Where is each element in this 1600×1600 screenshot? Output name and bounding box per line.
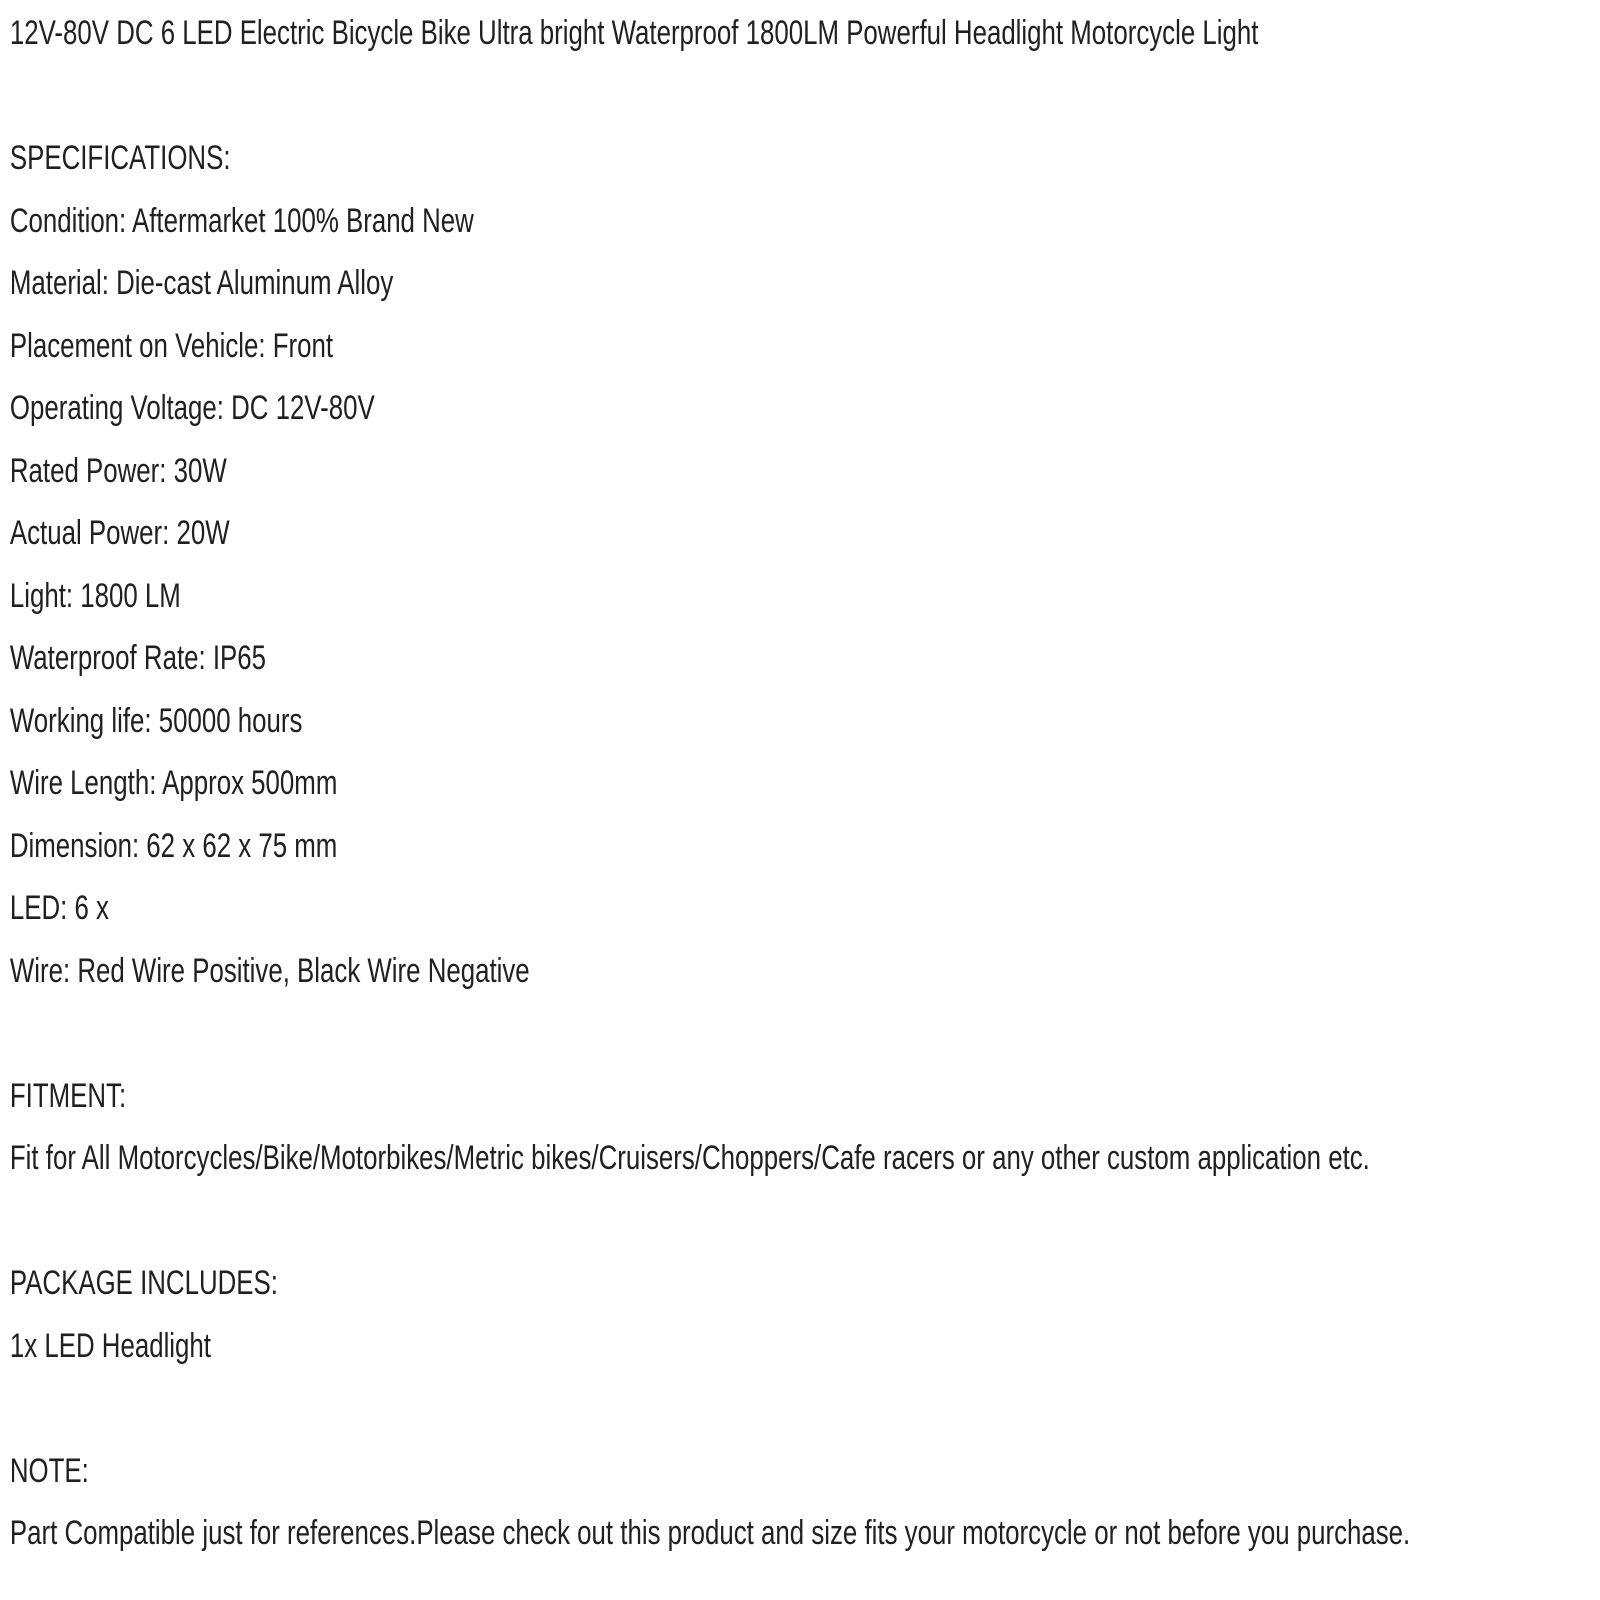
- spec-line-wire-length: Wire Length: Approx 500mm: [9, 764, 338, 802]
- section-heading-package-includes: PACKAGE INCLUDES:: [9, 1264, 278, 1302]
- spec-line-actual-power: Actual Power: 20W: [9, 514, 230, 552]
- spec-line-waterproof: Waterproof Rate: IP65: [9, 639, 267, 677]
- section-heading-specifications: SPECIFICATIONS:: [9, 139, 231, 177]
- section-fitment: [10, 1065, 1600, 1190]
- spec-line-wire-polarity: Wire: Red Wire Positive, Black Wire Negative: [9, 951, 530, 990]
- spec-line-working-life: Working life: 50000 hours: [9, 701, 303, 740]
- spec-line-material: Material: Die-cast Aluminum Alloy: [9, 264, 394, 302]
- product-title: 12V-80V DC 6 LED Electric Bicycle Bike Ultra bright Waterproof 1800LM Powerful Headlight Motorcycle Light: [9, 14, 1259, 52]
- section-heading-fitment: FITMENT:: [9, 1076, 127, 1115]
- note-line: Part Compatible just for references.Please check out this product and size fits your motorcycle or not before you purchase.: [9, 1514, 1411, 1552]
- section-package-includes: [10, 1252, 1600, 1377]
- spec-line-rated-power: Rated Power: 30W: [9, 451, 227, 490]
- package-line: 1x LED Headlight: [9, 1326, 211, 1365]
- spec-line-dimension: Dimension: 62 x 62 x 75 mm: [9, 826, 338, 865]
- spec-line-condition: Condition: Aftermarket 100% Brand New: [9, 201, 474, 240]
- spec-line-led: LED: 6 x: [9, 889, 109, 927]
- spec-line-voltage: Operating Voltage: DC 12V-80V: [9, 389, 375, 427]
- section-specifications: [10, 127, 1600, 1002]
- section-note: [10, 1440, 1600, 1565]
- spec-line-placement: Placement on Vehicle: Front: [9, 326, 334, 365]
- fitment-line: Fit for All Motorcycles/Bike/Motorbikes/Metric bikes/Cruisers/Choppers/Cafe racers or any other custom application etc.: [9, 1139, 1370, 1177]
- spec-line-light: Light: 1800 LM: [9, 576, 181, 615]
- section-heading-note: NOTE:: [9, 1451, 89, 1490]
